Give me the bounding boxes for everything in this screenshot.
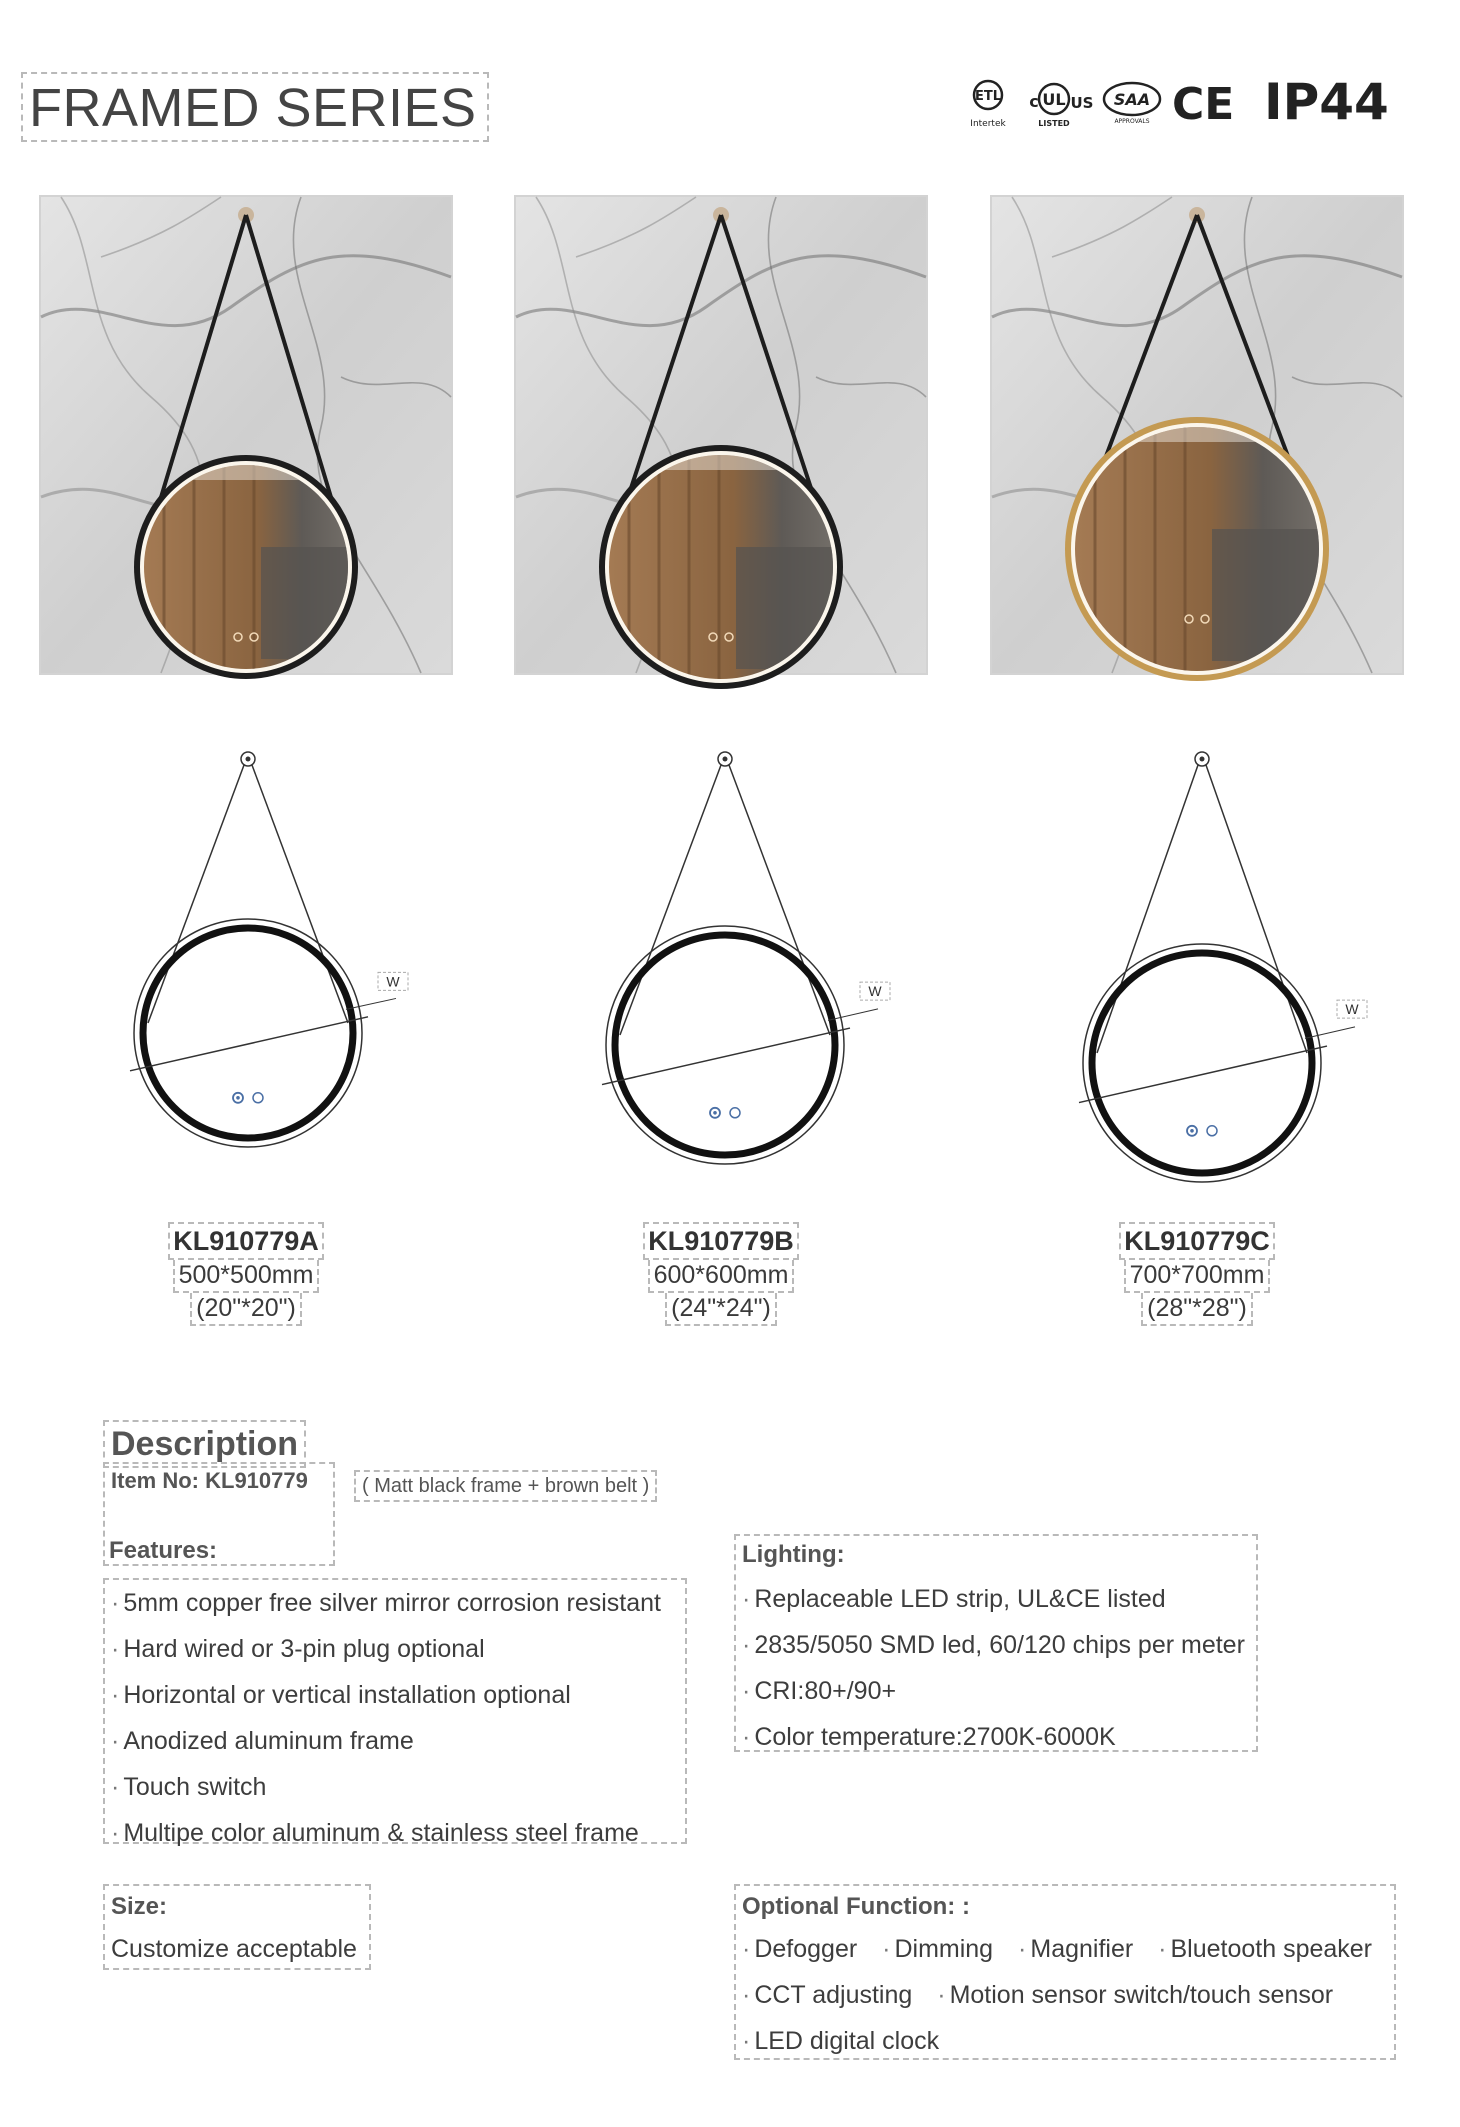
- list-item: · Horizontal or vertical installation optional: [111, 1681, 571, 1709]
- ul-logo: [1029, 84, 1093, 128]
- product-drawing-a: [98, 745, 398, 1195]
- model-code: KL910779C: [1119, 1222, 1275, 1260]
- product-drawing-c: [1052, 745, 1359, 1195]
- list-item: · CRI:80+/90+: [742, 1677, 897, 1705]
- size-value: Customize acceptable: [111, 1935, 357, 1963]
- page-title: FRAMED SERIES: [21, 72, 489, 142]
- mirror-outline: [602, 752, 878, 1164]
- ul-c-text: c: [1029, 92, 1039, 111]
- saa-text: SAA: [1113, 90, 1151, 109]
- description-heading: Description: [103, 1420, 306, 1468]
- list-item: · Multipe color aluminum & stainless steel frame: [111, 1819, 639, 1847]
- product-photo-c: [990, 195, 1404, 675]
- list-item: · CCT adjusting · Motion sensor switch/touch sensor: [742, 1981, 1334, 2009]
- list-item: · Anodized aluminum frame: [111, 1727, 414, 1755]
- lighting-section: [734, 1534, 1258, 1752]
- model-size-in: (24"*24"): [665, 1293, 777, 1326]
- lighting-label: Lighting:: [742, 1541, 845, 1568]
- product-drawing-b: [575, 745, 882, 1195]
- list-item: · Replaceable LED strip, UL&CE listed: [742, 1585, 1166, 1613]
- optional-function-section: [734, 1884, 1396, 2060]
- list-item: · LED digital clock: [742, 2027, 940, 2055]
- list-item: · Color temperature:2700K-6000K: [742, 1723, 1116, 1751]
- product-photo-a: [39, 195, 453, 675]
- saa-logo: [1104, 83, 1160, 125]
- model-code: KL910779A: [168, 1222, 324, 1260]
- etl-sub-text: Intertek: [970, 119, 1006, 129]
- list-item: · Touch switch: [111, 1773, 267, 1801]
- model-label-a: [146, 1222, 346, 1326]
- model-size-in: (28"*28"): [1141, 1293, 1253, 1326]
- width-dimension-label: W: [868, 983, 882, 1000]
- item-note: ( Matt black frame + brown belt ): [354, 1470, 657, 1502]
- model-label-c: [1097, 1222, 1297, 1326]
- features-label: Features:: [109, 1537, 218, 1564]
- certification-logos: [962, 73, 1420, 133]
- size-section: [103, 1884, 371, 1970]
- ul-listed-text: LISTED: [1038, 119, 1070, 128]
- ul-us-text: US: [1070, 94, 1094, 112]
- model-label-b: [621, 1222, 821, 1326]
- model-size-mm: 500*500mm: [173, 1260, 320, 1293]
- model-size-in: (20"*20"): [190, 1293, 302, 1326]
- size-label: Size:: [111, 1893, 168, 1920]
- width-dimension-label: W: [386, 973, 400, 990]
- list-item: · Hard wired or 3-pin plug optional: [111, 1635, 485, 1663]
- model-code: KL910779B: [643, 1222, 799, 1260]
- features-list: [103, 1578, 687, 1847]
- saa-sub-text: APPROVALS: [1114, 118, 1150, 125]
- item-number: Item No: KL910779: [111, 1468, 308, 1493]
- svg-text:UL: UL: [1042, 90, 1066, 109]
- model-size-mm: 600*600mm: [648, 1260, 795, 1293]
- mirror-outline: [130, 752, 396, 1147]
- ce-mark: CE: [1172, 79, 1235, 130]
- mirror-outline: [1079, 752, 1355, 1182]
- list-item: · 2835/5050 SMD led, 60/120 chips per meter: [742, 1631, 1245, 1659]
- etl-logo: [970, 81, 1006, 129]
- ip44-mark: IP44: [1264, 73, 1389, 131]
- model-size-mm: 700*700mm: [1124, 1260, 1271, 1293]
- optional-function-label: Optional Function: :: [742, 1893, 970, 1920]
- list-item: · Defogger · Dimming · Magnifier · Bluetooth speaker: [742, 1935, 1373, 1963]
- list-item: · 5mm copper free silver mirror corrosion resistant: [111, 1589, 661, 1617]
- width-dimension-label: W: [1345, 1001, 1359, 1018]
- product-photo-b: [514, 195, 928, 675]
- svg-text:ETL: ETL: [974, 89, 1002, 104]
